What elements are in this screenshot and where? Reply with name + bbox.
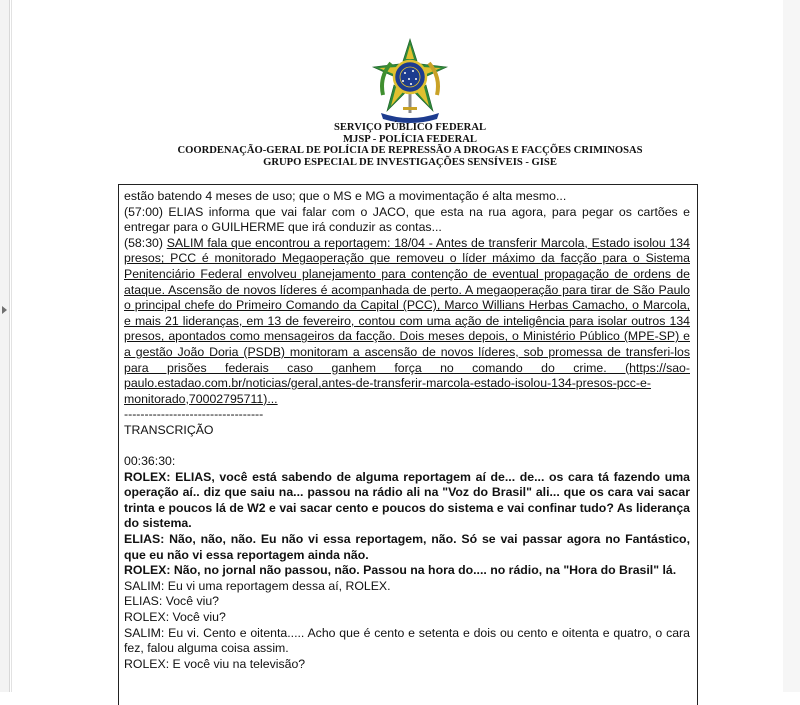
paragraph-time: (58:30)	[124, 235, 167, 250]
transcript-line-rolex-1: ROLEX: ELIAS, você está sabendo de alguma reportagem aí de... de... os cara tá fazendo uma operação aí.. diz que saiu na... passou na rádio ali na "Voz do Brasil" ali... que os cara vai sacar trinta e poucos lá de W2 e vai sacar cento e poucos do sistema e vai confinar tudo? As liderança do sistema.	[124, 469, 690, 531]
left-panel-strip	[0, 0, 10, 692]
transcript-line-rolex-2: ROLEX: Não, no jornal não passou, não. Passou na hora do.... no rádio, na "Hora do Brasil" lá.	[124, 563, 677, 578]
transcript-line-rolex-3: ROLEX: Você viu?	[124, 610, 226, 625]
coat-of-arms-icon	[367, 37, 453, 123]
right-margin	[783, 0, 800, 692]
paragraph-elias-jaco: (57:00) ELIAS informa que vai falar com o JACO, que esta na rua agora, para pegar os cartões e entregar para o GUILHERME que irá conduzir as contas...	[124, 204, 690, 235]
transcript-timestamp: 00:36:30:	[124, 454, 176, 469]
expand-arrow-icon[interactable]	[2, 306, 7, 314]
document-header	[100, 122, 720, 168]
transcript-line-salim-2: SALIM: Eu vi. Cento e oitenta..... Acho que é cento e setenta e dois ou cento e oitenta e quatro, o cara fez, falou alguma coisa assim.	[124, 625, 690, 656]
transcript-line-elias-2: ELIAS: Você viu?	[124, 594, 220, 609]
blank-line	[124, 439, 690, 455]
paragraph-salim-reportagem	[124, 236, 690, 408]
header-line-mjsp: MJSP - POLÍCIA FEDERAL	[343, 133, 477, 145]
header-line-gise: GRUPO ESPECIAL DE INVESTIGAÇÕES SENSÍVEIS - GISE	[263, 156, 557, 168]
transcript-line-elias-1: ELIAS: Não, não, não. Eu não vi essa reportagem, não. Só se vai passar agora no Fantástico, que eu não vi essa reportagem ainda não.	[124, 532, 690, 562]
transcricao-heading: TRANSCRIÇÃO	[124, 422, 214, 437]
divider-line: ----------------------------------	[124, 407, 264, 422]
transcript-line-rolex-4: ROLEX: E você viu na televisão?	[124, 656, 306, 671]
reportagem-text: SALIM fala que encontrou a reportagem: 18/04 - Antes de transferir Marcola, Estado isolou 134 presos; PCC é monitorado Megaoperação que removeu o líder máximo da facção para o Sistema Penitenciário Federal envolveu planejamento para contenção de eventual propagação de ordens de ataque. Ascensão de novos líderes é acompanhada de perto. A megaoperação para tirar de São Paulo o principal chefe do Primeiro Comando da Capital (PCC), Marco Willians Herbas Camacho, o Marcola, e mais 21 lideranças, em 13 de fevereiro, contou com uma ação de inteligência para isolar outros 134 presos, apontados como mensageiros da facção. Dois meses depois, o Ministério Público (MPE-SP) e a gestão João Doria (PSDB) monitoram a ascensão de novos líderes, sob promessa de transferi-los para prisões federais caso ganhem força no comando do crime. (https://sao-paulo.estadao.com.br/noticias/geral,antes-de-transferir-marcola-estado-isolou-134-presos-pcc-e-monitorado,70002795711)...	[124, 235, 690, 406]
paragraph-usage: estão batendo 4 meses de uso; que o MS e MG a movimentação é alta mesmo...	[124, 189, 567, 203]
header-line-servico: SERVIÇO PÚBLICO FEDERAL	[333, 122, 487, 133]
header-line-coordenacao: COORDENAÇÃO-GERAL DE POLÍCIA DE REPRESSÃO A DROGAS E FACÇÕES CRIMINOSAS	[177, 145, 643, 156]
transcript-line-salim-1: SALIM: Eu vi uma reportagem dessa aí, ROLEX.	[124, 578, 391, 593]
document-body	[124, 189, 690, 672]
